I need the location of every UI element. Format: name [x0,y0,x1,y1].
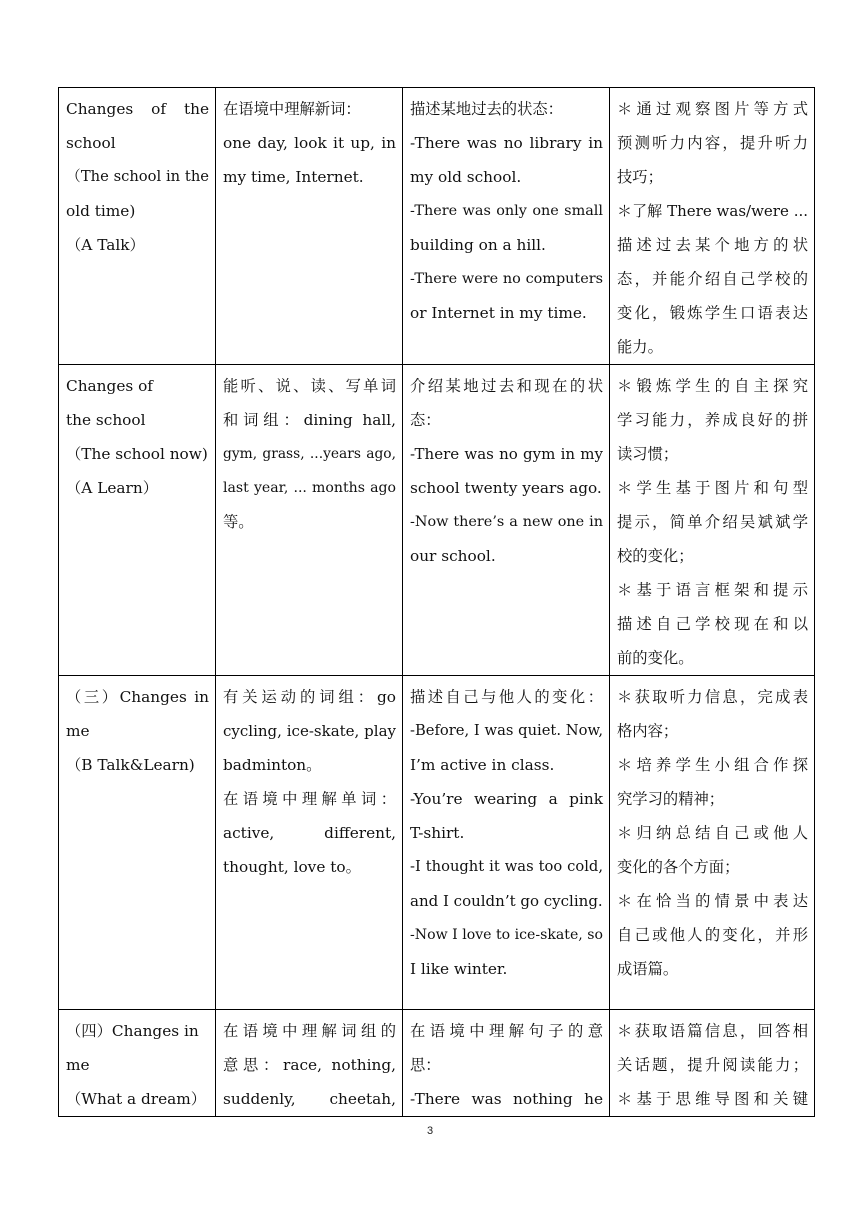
cell-line: 校的变化； [617,547,694,565]
goal-cell [610,88,815,365]
cell-line: 能听、说、读、写单词 [223,377,396,395]
vocabulary-cell [216,88,403,365]
cell-line: or Internet in my time. [410,304,587,322]
sentence-cell [403,365,610,676]
cell-line: 格内容； [617,722,679,740]
cell-line: 提示，简单介绍吴斌斌学 [617,513,808,531]
cell-line: me [66,722,90,740]
cell-line: 态，并能介绍自己学校的 [617,270,808,288]
topic-cell [59,676,216,1010]
cell-line: 描述某地过去的状态： [410,100,563,118]
cell-line: I like winter. [410,960,508,978]
cell-line: our school. [410,547,496,565]
cell-line: ＊了解 There was/were ... [617,202,808,220]
cell-line: 在语境中理解句子的意 [410,1022,603,1040]
goal-cell [610,676,815,1010]
cell-line: last year, ... months ago [223,480,396,496]
cell-line: active, different, [223,824,396,842]
cell-line: one day, look it up, in [223,134,396,152]
cell-line: 究学习的精神； [617,790,725,808]
cell-line: 和词组：dining hall, [223,411,396,429]
cell-line: 变化的各个方面； [617,858,740,876]
topic-cell [59,1010,216,1117]
cell-line: ＊归纳总结自己或他人 [617,824,808,842]
cell-line: -There was no gym in my [410,445,603,463]
topic-cell [59,365,216,676]
cell-line: ＊培养学生小组合作探 [617,756,808,774]
cell-line: -I thought it was too cold, [410,858,603,875]
cell-line: 读习惯； [617,445,679,463]
sentence-cell [403,88,610,365]
cell-line: ＊通过观察图片等方式 [617,100,808,118]
cell-line: T-shirt. [410,824,465,842]
cell-line: （What a dream） [66,1090,207,1108]
cell-line: （B Talk&Learn) [66,756,195,774]
cell-line: 自己或他人的变化，并形 [617,926,808,944]
cell-line: Changes of the [66,100,209,118]
cell-line: building on a hill. [410,236,546,254]
table-row [59,365,815,676]
cell-line: （四）Changes in [66,1022,199,1040]
sentence-cell [403,676,610,1010]
cell-line: I’m active in class. [410,756,555,774]
cell-line: 描述自己学校现在和以 [617,615,808,633]
cell-line: and I couldn’t go cycling. [410,892,603,910]
cell-line: -Now there’s a new one in [410,514,603,530]
cell-line: -There was only one small [410,203,603,219]
cell-line: 前的变化。 [617,649,694,667]
cell-line: -There was no library in [410,134,603,152]
cell-line: gym, grass, ...years ago, [223,446,396,462]
cell-line: 介绍某地过去和现在的状 [410,377,603,395]
vocabulary-cell [216,1010,403,1117]
cell-line: the school [66,411,146,429]
cell-line: -There was nothing he [410,1090,603,1108]
cell-line: 在语境中理解词组的 [223,1022,396,1040]
cell-line: me [66,1056,90,1074]
table-row [59,676,815,1010]
table-row [59,88,815,365]
cell-line: 在语境中理解新词： [223,100,361,118]
cell-line: suddenly, cheetah, [223,1090,396,1108]
cell-line: 在语境中理解单词： [223,790,396,808]
cell-line: school twenty years ago. [410,479,602,497]
cell-line: cycling, ice-skate, play [223,722,396,740]
cell-line: 描述过去某个地方的状 [617,236,808,254]
cell-line: my old school. [410,168,522,186]
cell-line: （A Talk） [66,236,145,254]
cell-line: my time, Internet. [223,168,364,186]
cell-line: ＊锻炼学生的自主探究 [617,377,808,395]
page-number: 3 [426,1125,434,1137]
vocabulary-cell [216,676,403,1010]
cell-line: Changes of [66,377,153,395]
cell-line: 预测听力内容，提升听力 [617,134,808,152]
cell-line: 描述自己与他人的变化： [410,688,603,706]
cell-line: ＊基于思维导图和关键 [617,1090,808,1108]
cell-line: ＊基于语言框架和提示 [617,581,808,599]
cell-line: （The school now) [66,445,208,463]
cell-line: （三）Changes in [66,688,209,706]
goal-cell [610,1010,815,1117]
cell-line: ＊学生基于图片和句型 [617,479,808,497]
goal-cell [610,365,815,676]
cell-line: old time) [66,202,136,220]
cell-line: school [66,134,116,152]
cell-line: 变化，锻炼学生口语表达 [617,304,808,322]
cell-line: 态： [410,411,441,429]
cell-line: 能力。 [617,338,663,356]
vocabulary-cell [216,365,403,676]
cell-line: 等。 [223,513,254,531]
cell-line: 关话题，提升阅读能力； [617,1056,808,1074]
cell-line: （A Learn） [66,479,158,497]
cell-line: -Before, I was quiet. Now, [410,722,603,739]
cell-line: badminton。 [223,756,322,774]
cell-line: -Now I love to ice-skate, so [410,927,603,943]
cell-line: 成语篇。 [617,960,679,978]
table-row [59,1010,815,1117]
topic-cell [59,88,216,365]
cell-line: 意思：race, nothing, [223,1056,396,1074]
cell-line: 思： [410,1056,441,1074]
cell-line: （The school in the [66,168,209,185]
cell-line: -There were no computers [410,271,603,287]
sentence-cell [403,1010,610,1117]
cell-line: 有关运动的词组：go [223,688,396,706]
cell-line: ＊获取听力信息，完成表 [617,688,808,706]
cell-line: 技巧； [617,168,663,186]
lesson-plan-table [58,87,815,1117]
cell-line: 学习能力，养成良好的拼 [617,411,808,429]
cell-line: ＊在恰当的情景中表达 [617,892,808,910]
cell-line: ＊获取语篇信息，回答相 [617,1022,808,1040]
cell-line: -You’re wearing a pink [410,790,603,808]
cell-line: thought, love to。 [223,858,361,876]
